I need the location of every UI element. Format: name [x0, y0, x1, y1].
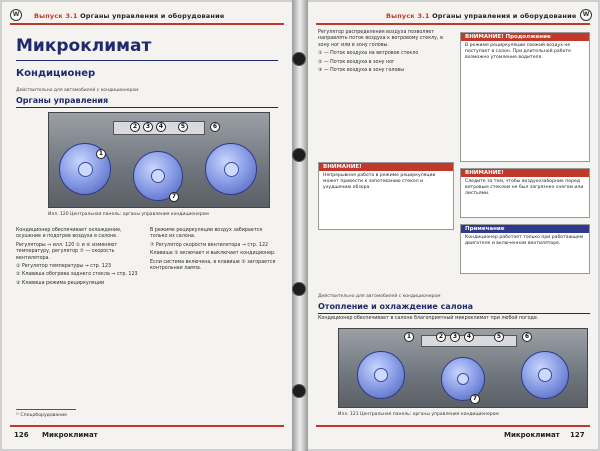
footer-title: Микроклимат: [504, 431, 560, 439]
body-paragraph: Регулятор распределения воздуха позволяет направлять поток воздуха к ветровому стеклу, в зону ног или в зону головы.: [318, 30, 443, 48]
temperature-knob: [357, 351, 405, 399]
body-paragraph: ③ Клавиша режима рециркуляции: [16, 280, 105, 286]
body-paragraph: ② — Поток воздуха в зону ног: [318, 59, 395, 65]
right-page: [308, 2, 598, 449]
note-text: Кондиционер работает только при работающем двигателе и включенном вентиляторе.: [465, 235, 584, 246]
body-column-2: [150, 228, 278, 274]
binder-hole: [292, 282, 306, 296]
callout-3: 3: [450, 332, 460, 342]
callout-2: 2: [130, 122, 140, 132]
section-intro: Кондиционер обеспечивает в салоне благоприятный микроклимат при любой погоде.: [318, 316, 539, 321]
applicability-note: Действительно для автомобилей с кондиционером: [16, 88, 139, 93]
footnote-rule: [16, 409, 76, 410]
note-box: [460, 224, 590, 274]
body-top: [318, 30, 453, 76]
body-paragraph: ① Регулятор температуры ⇒ стр. 123: [16, 264, 111, 270]
footnote: ¹⁾ Спецоборудование: [16, 413, 68, 418]
warning-title: ВНИМАНИЕ! Продолжение: [461, 33, 589, 41]
page-number: 127: [570, 431, 585, 439]
running-head-title: Органы управления и оборудование: [80, 12, 225, 20]
running-head-title: Органы управления и оборудование: [432, 12, 577, 20]
title-rule: [16, 60, 278, 61]
warning-box: [318, 162, 454, 230]
vw-logo-icon: W: [10, 9, 22, 21]
body-paragraph: Кондиционер обеспечивает охлаждение, осушение и подогрев воздуха в салоне.: [16, 228, 122, 240]
warning-box-continued: [460, 32, 590, 162]
footer-rule: [316, 425, 590, 427]
callout-5: 5: [178, 122, 188, 132]
running-head-chapter: Выпуск 3.1: [34, 12, 78, 20]
warning-text: В режиме рециркуляции свежий воздух не поступает в салон. При длительной работе возможно утомление водителя.: [465, 43, 571, 60]
callout-1: 1: [404, 332, 414, 342]
callout-5: 5: [494, 332, 504, 342]
callout-3: 3: [143, 122, 153, 132]
callout-7: 7: [470, 394, 480, 404]
figure-caption: Илл. 121 Центральная панель: органы управления кондиционером: [338, 412, 499, 417]
binder-hole: [292, 148, 306, 162]
callout-4: 4: [464, 332, 474, 342]
applicability-note: Действительно для автомобилей с кондиционером: [318, 294, 441, 299]
subsection-rule: [16, 107, 278, 108]
note-title: Примечание: [461, 225, 589, 233]
footer-title: Микроклимат: [42, 431, 98, 439]
callout-2: 2: [436, 332, 446, 342]
air-distribution-knob: [521, 351, 569, 399]
header-rule: [316, 23, 590, 25]
body-paragraph: ⑦ Регулятор скорости вентилятора ⇒ стр. 122: [150, 242, 269, 248]
footer-rule: [10, 425, 284, 427]
climate-panel-photo: [338, 328, 588, 408]
warning-text: Следите за тем, чтобы воздухозаборник перед ветровым стеклом не был загрязнен снегом или листьями.: [465, 179, 584, 196]
callout-1: 1: [96, 149, 106, 159]
running-head-chapter: Выпуск 3.1: [386, 12, 430, 20]
warning-box-2: [460, 168, 590, 218]
warning-title: ВНИМАНИЕ!: [461, 169, 589, 177]
section-title: Кондиционер: [16, 68, 96, 79]
header-rule: [10, 23, 284, 25]
callout-7: 7: [169, 192, 179, 202]
callout-6: 6: [522, 332, 532, 342]
callout-4: 4: [156, 122, 166, 132]
warning-title: ВНИМАНИЕ!: [319, 163, 453, 171]
section-rule: [318, 313, 590, 314]
body-paragraph: ③ — Поток воздуха в зону головы: [318, 68, 405, 74]
body-paragraph: Клавиша ⑤ включает и выключает кондиционер.: [150, 251, 276, 257]
subsection-title: Органы управления: [16, 96, 109, 105]
callout-6: 6: [210, 122, 220, 132]
section-title: Отопление и охлаждение салона: [318, 302, 474, 311]
vw-logo-icon: W: [580, 9, 592, 21]
body-paragraph: ② Клавиша обогрева заднего стекла ⇒ стр. 123: [16, 272, 138, 278]
page-title: Микроклимат: [16, 36, 152, 56]
figure-caption: Илл. 120 Центральная панель: органы управления кондиционером: [48, 212, 209, 217]
binder-hole: [292, 384, 306, 398]
air-distribution-knob: [205, 143, 257, 195]
body-paragraph: Регуляторы ⇒ илл. 120 ① и ⑥ изменяют температуру, регулятор ⑦ — скорость вентилятора.: [16, 242, 118, 261]
left-page: [2, 2, 292, 449]
running-head: [386, 12, 576, 20]
body-paragraph: Если система включена, в клавише ⑤ загорается контрольная лампа.: [150, 259, 276, 272]
body-column-1: [16, 228, 142, 289]
warning-text: Непрерывная работа в режиме рециркуляции может привести к запотеванию стекол и ухудшению обзора.: [323, 173, 436, 190]
body-paragraph: В режиме рециркуляции воздух забирается только из салона.: [150, 228, 263, 240]
binder-hole: [292, 52, 306, 66]
body-paragraph: ① — Поток воздуха на ветровое стекло: [318, 51, 419, 57]
running-head: [34, 12, 224, 20]
page-number: 126: [14, 431, 29, 439]
